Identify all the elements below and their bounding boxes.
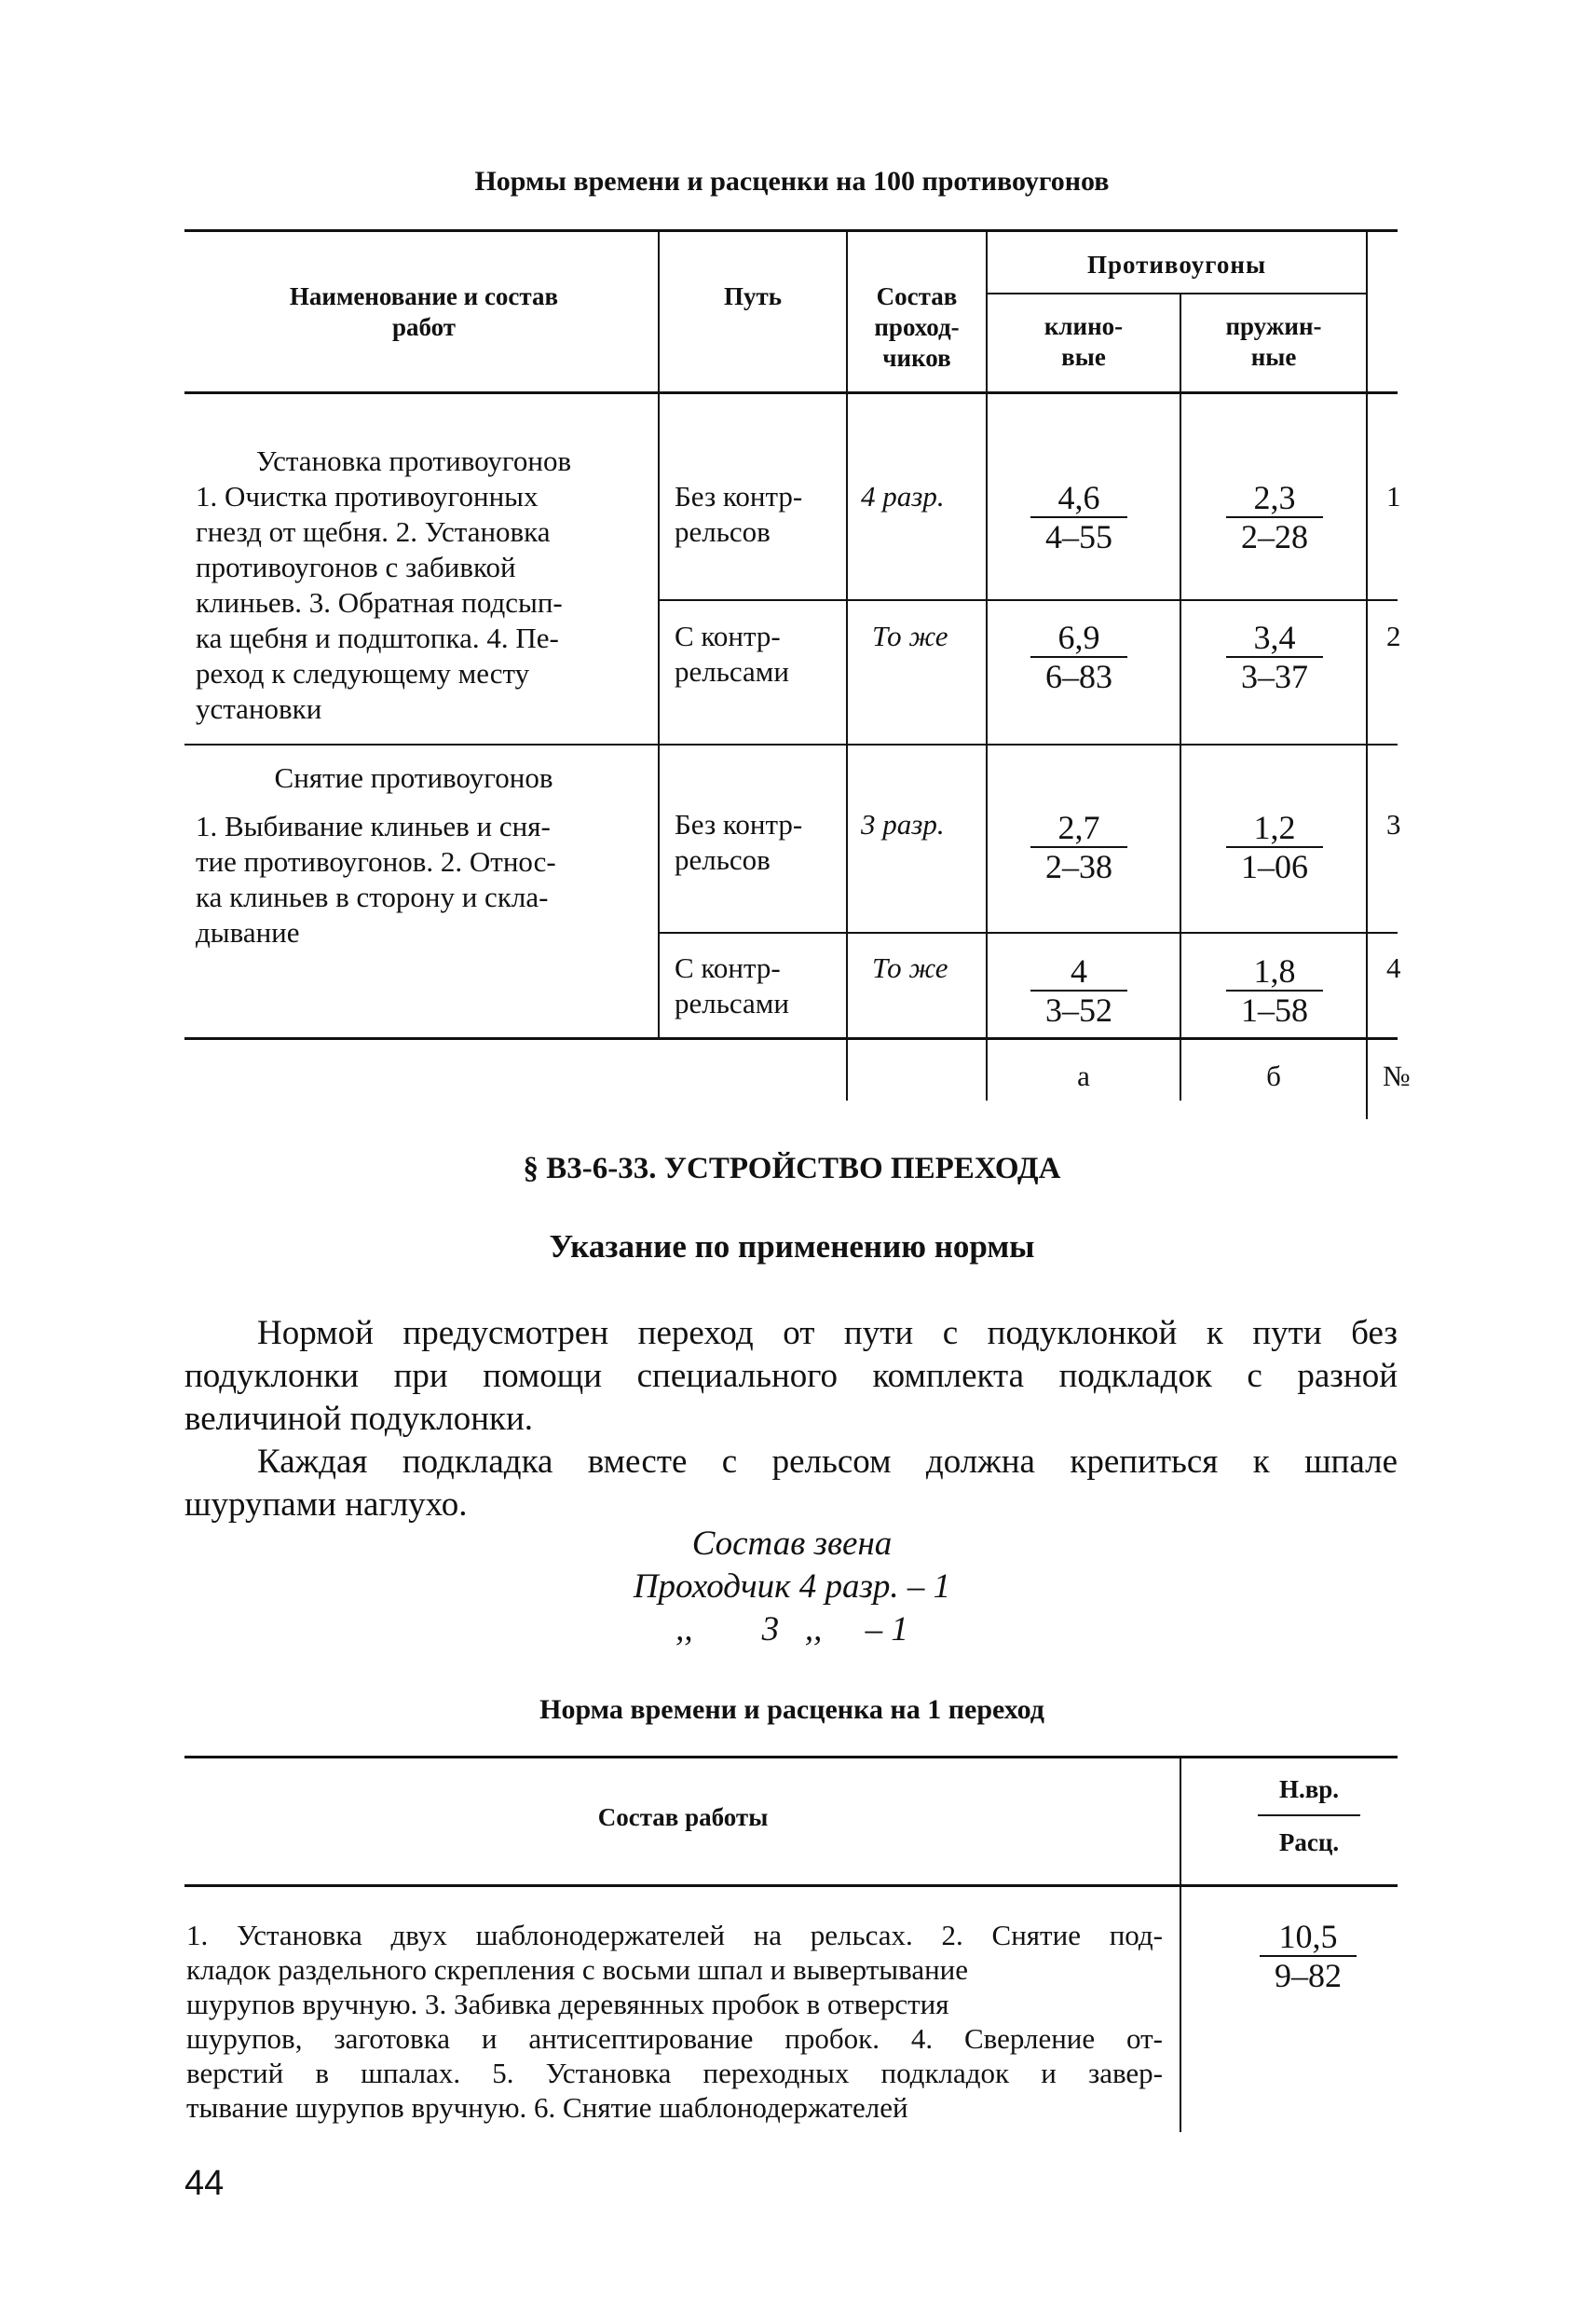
table1-title: Нормы времени и расценки на 100 противоугонов [474,166,1110,197]
header-spring: пружин- ные [1225,312,1322,371]
page-number: 44 [184,2164,225,2203]
footer-col-b: б [1266,1060,1281,1092]
table-row-wedge-value: $\frac{4}{3-52}$ [1030,952,1127,1029]
table-row-track: С контр- рельсами [675,620,789,688]
section-heading: § В3-6-33. УСТРОЙСТВО ПЕРЕХОДА [523,1152,1061,1185]
header-track: Путь [723,282,783,310]
footer-col-a: а [1077,1060,1090,1092]
paragraph-2: Каждая подкладка вместе с рельсом должна крепиться к шпале шурупами наглухо. [184,1443,1398,1524]
norm-rate-value: $\frac{10,5}{9-82}$ [1260,1918,1357,1994]
header-wedge: клино- вые [1044,312,1124,371]
paragraph-1: Нормой предусмотрен переход от пути с подуклонкой к пути без подуклонки при помощи специального комплекта подкладок с разной величиной подуклонки. [184,1314,1398,1438]
table-row-number: 4 [1386,951,1401,984]
group1-description: Установка противоугонов 1. Очистка противоугонных гнезд от щебня. 2. Установка противоугонов с забивкой клиньев. 3. Обратная подсып- ка щебня и подштопка. 4. Пе- реход к следующему месту установки [196,445,572,725]
table-row-spring-value: $\frac{1,2}{1-06}$ [1226,809,1323,885]
table-row-number: 3 [1386,808,1401,841]
header-name: Наименование и состав работ [289,282,559,341]
footer-col-no: № [1383,1060,1411,1092]
header-anti-creepers: Противоугоны [1086,251,1267,279]
table-row-crew: 3 разр. [861,808,945,841]
table-row-track: С контр- рельсами [675,951,789,1019]
header-crew: Состав проход- чиков [874,282,960,372]
table2-title: Норма времени и расценка на 1 переход [539,1694,1044,1725]
header-work: Состав работы [597,1803,769,1831]
table-row-wedge-value: $\frac{2,7}{2-38}$ [1030,809,1127,885]
table-row-number: 1 [1386,480,1401,513]
table-row-spring-value: $\frac{1,8}{1-58}$ [1226,952,1323,1029]
table-row-spring-value: $\frac{3,4}{3-37}$ [1226,619,1323,695]
work-description: 1. Установка двух шаблонодержателей на рельсах. 2. Снятие под- кладок раздельного скрепления с восьми шпал и вывертывание шурупов вручную. 3. Забивка деревянных пробок в отверстия шурупов, заготовка и антисептирование пробок. 4. Сверление от- верстий в шпалах. 5. Установка переходных подкладок и завер- тывание шурупов вручную. 6. Снятие шаблонодержателей [186,1919,1163,2124]
section-subheading: Указание по применению нормы [549,1228,1035,1265]
table-row-crew: 4 разр. [861,480,945,513]
crew-composition: Состав звена Проходчик 4 разр. – 1 ,, 3 ,, – 1 [633,1525,951,1648]
table-row-wedge-value: $\frac{6,9}{6-83}$ [1030,619,1127,695]
header-norm-rate: Н.вр. Расц. [1258,1774,1360,1858]
table-row-wedge-value: $\frac{4,6}{4-55}$ [1030,479,1127,555]
table-row-crew: То же [872,620,948,652]
group2-description: Снятие противоугонов 1. Выбивание клиньев и сня- тие противоугонов. 2. Относ- ка клиньев в сторону и скла- дывание [196,761,556,949]
table-row-number: 2 [1386,620,1401,652]
table-row-spring-value: $\frac{2,3}{2-28}$ [1226,479,1323,555]
table-row-track: Без контр- рельсов [675,480,803,548]
table-row-crew: То же [872,951,948,984]
table-row-track: Без контр- рельсов [675,808,803,876]
